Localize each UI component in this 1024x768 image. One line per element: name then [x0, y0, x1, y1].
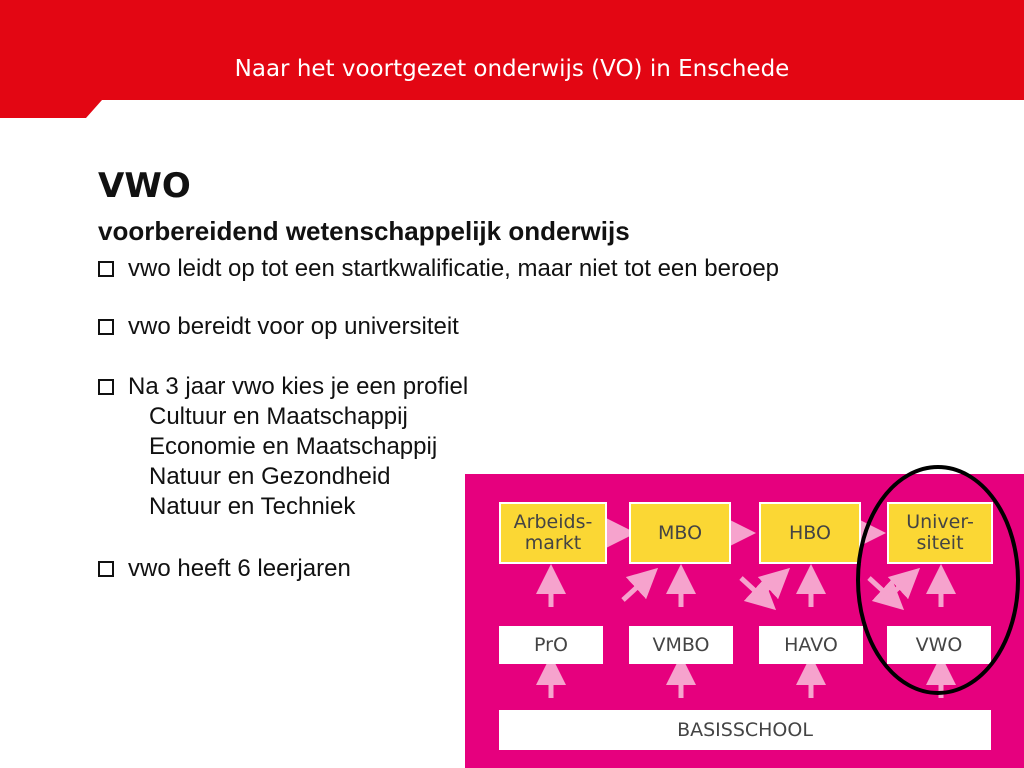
bullet-text: vwo bereidt voor op universiteit	[128, 313, 459, 340]
diagram-box-label: BASISSCHOOL	[677, 718, 813, 741]
diagram-box-universiteit	[887, 502, 993, 564]
bullet-item	[98, 254, 779, 284]
diagram-box-arbeidsmarkt	[499, 502, 607, 564]
page-title: Naar het voortgezet onderwijs (VO) in Enschede	[234, 56, 790, 82]
diagram-box-label: VMBO	[652, 633, 710, 656]
diagram-box-label: Arbeids- markt	[513, 511, 593, 554]
bullet-item	[98, 312, 459, 342]
checkbox-bullet-icon	[98, 261, 114, 277]
profile-item: Natuur en Gezondheid	[149, 463, 391, 490]
diagram-box-pro	[499, 626, 603, 664]
checkbox-bullet-icon	[98, 379, 114, 395]
diagram-box-vwo	[887, 626, 991, 664]
checkbox-bullet-icon	[98, 319, 114, 335]
checkbox-bullet-icon	[98, 561, 114, 577]
diagram-box-label: PrO	[534, 633, 568, 656]
diagram-box-mbo	[629, 502, 731, 564]
diagram-box-hbo	[759, 502, 861, 564]
bullet-text: Na 3 jaar vwo kies je een profiel	[128, 373, 469, 400]
slide-subheading: voorbereidend wetenschappelijk onderwijs	[98, 216, 630, 246]
school-system-diagram	[465, 474, 1024, 768]
bullet-text: vwo leidt op tot een startkwalificatie, maar niet tot een beroep	[128, 255, 780, 282]
bullet-text: vwo heeft 6 leerjaren	[128, 555, 351, 582]
diagram-box-label: HAVO	[784, 633, 838, 656]
profile-item: Cultuur en Maatschappij	[149, 403, 408, 430]
bullet-item	[98, 372, 468, 402]
diagram-box-label: MBO	[657, 521, 703, 544]
diagram-box-basisschool	[499, 710, 991, 750]
diagram-box-vmbo	[629, 626, 733, 664]
bullet-item	[98, 554, 351, 584]
diagram-box-label: HBO	[789, 521, 831, 544]
diagram-box-label: VWO	[915, 633, 963, 656]
slide-heading: VWO	[98, 166, 191, 206]
header-banner	[0, 0, 1024, 118]
diagram-box-havo	[759, 626, 863, 664]
diagram-box-label: Univer- siteit	[906, 511, 974, 554]
profile-item: Economie en Maatschappij	[149, 433, 438, 460]
profile-item: Natuur en Techniek	[149, 493, 356, 520]
